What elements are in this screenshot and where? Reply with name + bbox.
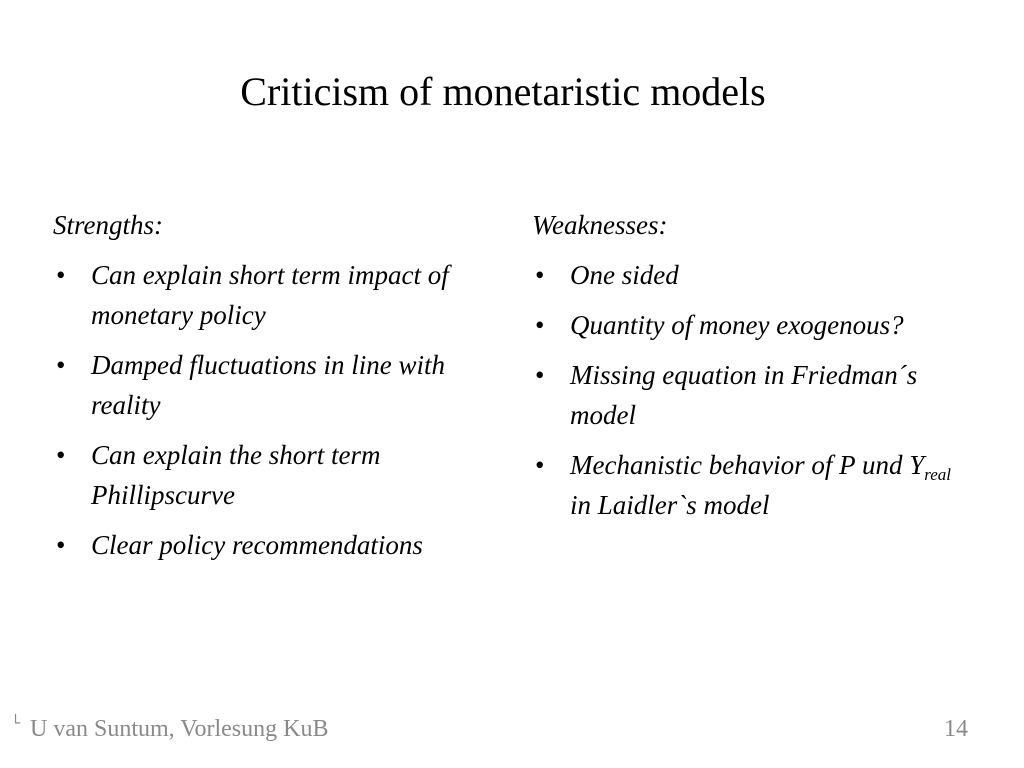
list-item xyxy=(53,525,473,565)
list-item xyxy=(532,305,962,345)
list-item xyxy=(53,435,473,515)
bullet-icon: • xyxy=(56,530,66,560)
slide-title: Criticism of monetaristic models xyxy=(240,69,766,114)
bullet-icon: • xyxy=(535,450,545,480)
strengths-list xyxy=(53,255,473,565)
list-item xyxy=(53,255,473,335)
list-item-text: Damped fluctuations in line with reality xyxy=(91,350,445,420)
list-item-text: One sided xyxy=(570,260,679,290)
strengths-column xyxy=(53,205,473,575)
strengths-heading: Strengths: xyxy=(53,210,163,240)
footer-corner-mark: └ xyxy=(11,714,21,732)
subscript-real: real xyxy=(924,465,951,484)
bullet-icon: • xyxy=(535,260,545,290)
list-item-text: Missing equation in Friedman´s model xyxy=(570,360,918,430)
list-item-text: Clear policy recommendations xyxy=(91,530,423,560)
list-item xyxy=(532,355,962,435)
footer-text: U van Suntum, Vorlesung KuB xyxy=(30,716,329,742)
list-item-text: Quantity of money exogenous? xyxy=(570,310,904,340)
bullet-icon: • xyxy=(56,260,66,290)
list-item xyxy=(532,255,962,295)
weaknesses-heading: Weaknesses: xyxy=(532,210,668,240)
bullet-icon: • xyxy=(56,440,66,470)
bullet-icon: • xyxy=(535,310,545,340)
weaknesses-list xyxy=(532,255,965,525)
bullet-icon: • xyxy=(535,360,545,390)
bullet-icon: • xyxy=(56,350,66,380)
page-number: 14 xyxy=(944,716,968,742)
list-item-text-after: in Laidler`s model xyxy=(570,450,965,520)
list-item xyxy=(53,345,473,425)
list-item-text: Can explain the short term Phillipscurve xyxy=(91,440,381,510)
list-item-text: Can explain short term impact of monetary policy xyxy=(91,260,449,330)
list-item xyxy=(532,445,965,525)
list-item-text-before: Mechanistic behavior of P und Y xyxy=(570,450,925,480)
weaknesses-column xyxy=(532,205,965,535)
